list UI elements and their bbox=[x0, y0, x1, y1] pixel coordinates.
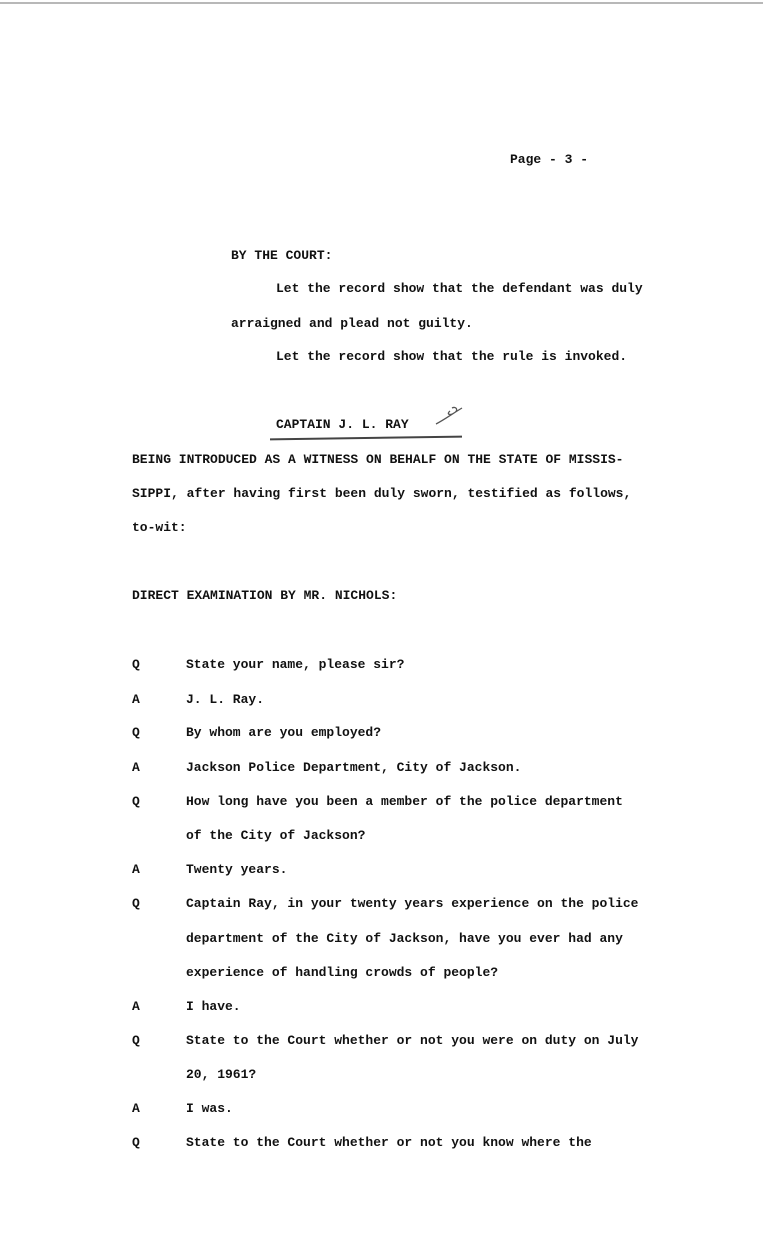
qa-text: Captain Ray, in your twenty years experience on the police bbox=[186, 896, 639, 911]
qa-text: How long have you been a member of the police department bbox=[186, 794, 623, 809]
qa-text: Jackson Police Department, City of Jackson. bbox=[186, 760, 522, 775]
qa-text-continued: of the City of Jackson? bbox=[186, 828, 366, 843]
qa-label: A bbox=[132, 1101, 140, 1116]
qa-label: A bbox=[132, 999, 140, 1014]
handwritten-initials-mark bbox=[432, 404, 468, 428]
scan-top-edge bbox=[0, 2, 763, 4]
qa-label: Q bbox=[132, 896, 140, 911]
qa-label: A bbox=[132, 692, 140, 707]
qa-text: J. L. Ray. bbox=[186, 692, 265, 707]
qa-text-continued: department of the City of Jackson, have you ever had any bbox=[186, 931, 623, 946]
qa-label: A bbox=[132, 862, 140, 877]
qa-text: Twenty years. bbox=[186, 862, 288, 877]
qa-text: By whom are you employed? bbox=[186, 725, 382, 740]
qa-text-continued: 20, 1961? bbox=[186, 1067, 257, 1082]
qa-label: Q bbox=[132, 794, 140, 809]
qa-text: State your name, please sir? bbox=[186, 657, 405, 672]
court-line-1: Let the record show that the defendant was duly bbox=[276, 281, 643, 296]
qa-text: State to the Court whether or not you know where the bbox=[186, 1135, 592, 1150]
examination-heading: DIRECT EXAMINATION BY MR. NICHOLS: bbox=[132, 588, 398, 603]
qa-text: I have. bbox=[186, 999, 241, 1014]
witness-intro-2: SIPPI, after having first been duly sworn, testified as follows, bbox=[132, 486, 632, 501]
qa-label: A bbox=[132, 760, 140, 775]
qa-text: I was. bbox=[186, 1101, 233, 1116]
court-line-2: arraigned and plead not guilty. bbox=[231, 316, 473, 331]
qa-label: Q bbox=[132, 1135, 140, 1150]
qa-text: State to the Court whether or not you were on duty on July bbox=[186, 1033, 639, 1048]
page-number: Page - 3 - bbox=[510, 152, 589, 167]
witness-intro-3: to-wit: bbox=[132, 520, 187, 535]
witness-name-underline bbox=[270, 436, 462, 441]
qa-label: Q bbox=[132, 1033, 140, 1048]
qa-label: Q bbox=[132, 725, 140, 740]
witness-name: CAPTAIN J. L. RAY bbox=[276, 417, 409, 432]
qa-label: Q bbox=[132, 657, 140, 672]
witness-intro-1: BEING INTRODUCED AS A WITNESS ON BEHALF ON THE STATE OF MISSIS- bbox=[132, 452, 624, 467]
qa-text-continued: experience of handling crowds of people? bbox=[186, 965, 499, 980]
court-line-3: Let the record show that the rule is invoked. bbox=[276, 349, 628, 364]
court-heading: BY THE COURT: bbox=[231, 248, 333, 263]
